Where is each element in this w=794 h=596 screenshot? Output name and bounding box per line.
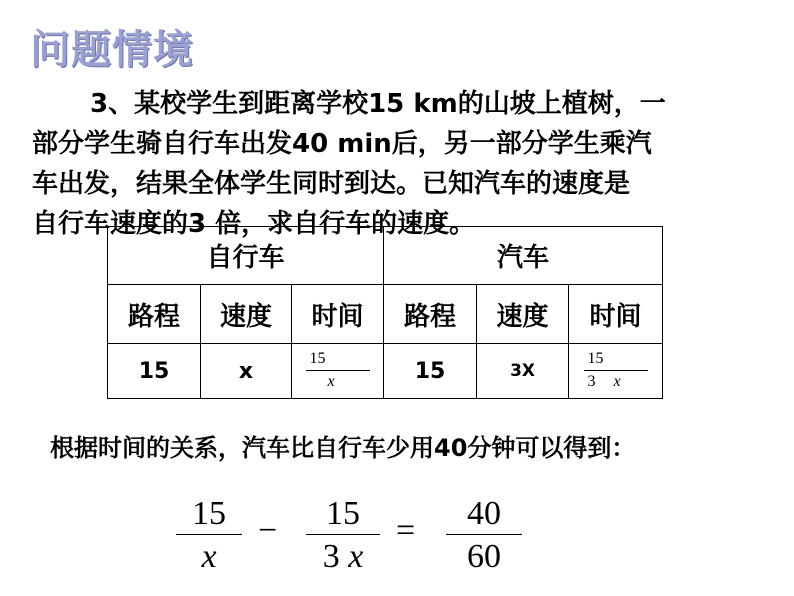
car-speed-cell: 3X [477,344,569,399]
fraction-numerator: 15 [587,350,604,367]
fraction-numerator: 40 [467,495,501,532]
relation-text: 根据时间的关系，汽车比自行车少用40分钟可以得到： [50,434,636,462]
table-header-row [108,227,663,285]
fraction-numerator: 15 [326,495,360,532]
column-header: 时间 [292,285,384,344]
bike-speed-cell: x [201,344,292,399]
column-header: 路程 [108,285,201,344]
problem-line: 3、某校学生到距离学校15 km的山坡上植树，一 [90,89,666,119]
denominator-coefficient: 3 [587,373,596,390]
denominator-coefficient: 3 [322,538,340,575]
denominator-variable: x [348,538,364,575]
fraction-denominator: x [327,373,335,390]
fraction-bar [306,370,370,371]
problem-statement [32,84,782,244]
equation-fraction-bicycle [176,494,242,575]
column-header: 时间 [569,285,663,344]
group-header-car: 汽车 [384,227,663,285]
table-subheader-row [108,285,663,344]
car-time-fraction [584,350,648,391]
equation-fraction-car [306,494,380,575]
table-row [108,344,663,399]
fraction-numerator: 15 [192,495,226,532]
fraction-numerator: 15 [309,350,326,367]
column-header: 路程 [384,285,477,344]
car-distance-cell: 15 [384,344,477,399]
problem-line: 车出发，结果全体学生同时到达。已知汽车的速度是 [32,169,631,199]
equals-sign: = [396,512,416,549]
bike-time-fraction [306,350,370,391]
bike-time-cell [292,344,384,399]
fraction-denominator [584,373,648,391]
group-header-bicycle: 自行车 [108,227,384,285]
page-title: 问题情境 [30,27,194,73]
denominator-variable: x [613,373,621,390]
car-time-cell [569,344,663,399]
problem-line: 部分学生骑自行车出发40 min后，另一部分学生乘汽 [32,129,652,159]
fraction-denominator: 60 [467,538,501,575]
column-header: 速度 [201,285,292,344]
equation-fraction-minutes [446,494,522,575]
bike-distance-cell: 15 [108,344,201,399]
problem-line: 自行车速度的3 倍，求自行车的速度。 [32,209,476,239]
column-header: 速度 [477,285,569,344]
fraction-denominator: x [201,538,217,575]
fraction-denominator [306,535,380,575]
fraction-bar [584,370,648,371]
data-table [107,226,663,399]
minus-sign: − [258,512,278,549]
